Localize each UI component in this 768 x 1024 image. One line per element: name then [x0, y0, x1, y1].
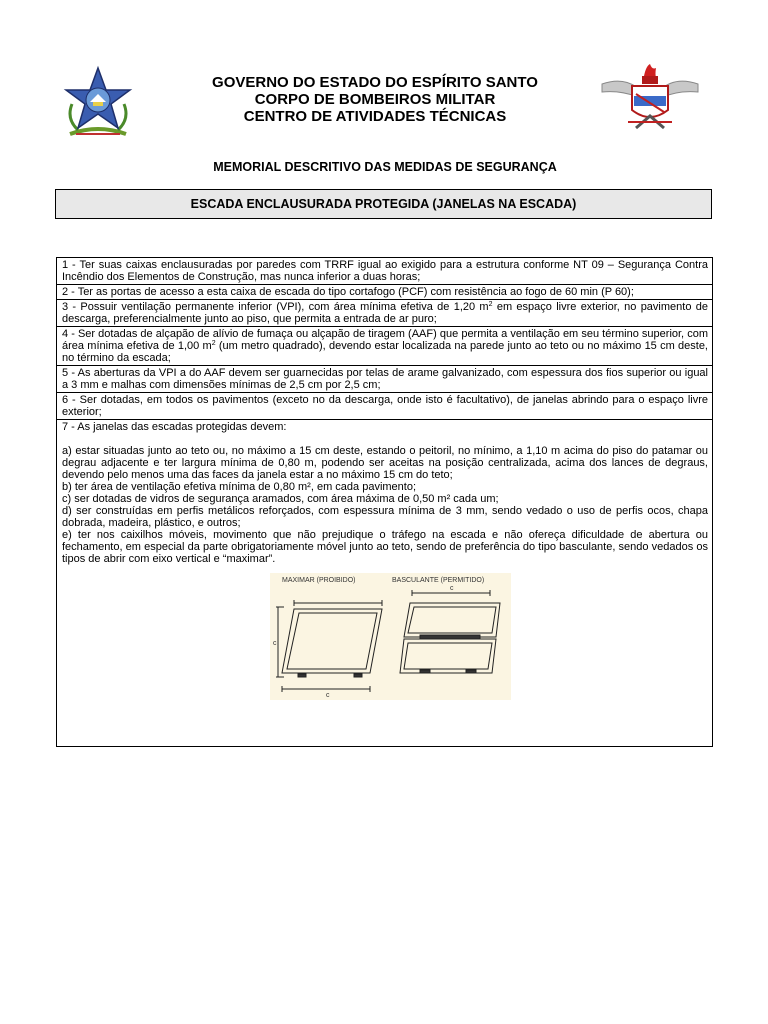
requirement-5-text: 5 - As aberturas da VPI a do AAF devem ser guarnecidas por telas de arame galvanizado, com espessura dos fios superior ou igual a 3 mm e malhas com dimensões mínimas de 2,5 cm por 2,5 cm; — [62, 367, 708, 391]
header-line-government: GOVERNO DO ESTADO DO ESPÍRITO SANTO — [212, 74, 538, 91]
requirement-4-text-a: 4 - Ser dotadas de alçapão de alívio de fumaça ou alçapão de tiragem (AAF) que permita a ventilação em seu término superior, com área mínima efetiva de 1,00 m — [62, 328, 708, 352]
requirement-row-2 — [57, 285, 712, 300]
requirement-7-item-c: c) ser dotadas de vidros de segurança aramados, com área máxima de 0,50 m² cada um; — [62, 493, 499, 505]
fire-brigade-emblem-icon — [600, 62, 700, 134]
requirement-4-text — [62, 328, 708, 364]
memorial-title: MEMORIAL DESCRITIVO DAS MEDIDAS DE SEGURANÇA — [213, 160, 557, 174]
requirements-table — [56, 257, 713, 747]
document-header — [140, 74, 610, 125]
requirement-7-item-b: b) ter área de ventilação efetiva mínima de 0,80 m², em cada pavimento; — [62, 481, 417, 493]
figure-dimension-c-vertical: c — [273, 640, 277, 647]
maximar-window-drawing — [276, 600, 382, 692]
requirement-row-4 — [57, 327, 712, 366]
fire-brigade-emblem-logo — [600, 62, 700, 134]
requirement-row-5 — [57, 366, 712, 393]
basculante-window-drawing — [400, 590, 500, 673]
state-coat-of-arms-icon — [62, 64, 134, 140]
requirement-row-6 — [57, 393, 712, 420]
requirement-3-text — [62, 301, 708, 325]
requirement-7-item-e: e) ter nos caixilhos móveis, movimento que não prejudique o tráfego na escada e não ofereça dificuldade de abertura ou fechamento, em especial da parte obrigatoriamente móvel junto ao teto, sendo de preferência do tipo basculante, sendo vedados os tipos de abrir com eixo vertical e “maximar”. — [62, 529, 708, 565]
requirement-3-text-a: 3 - Possuir ventilação permanente inferior (VPI), com área mínima efetiva de 1,20 m — [62, 301, 489, 313]
requirement-7-item-d: d) ser construídas em perfis metálicos reforçados, com espessura mínima de 3 mm, sendo vedado o uso de perfis ocos, chapa dobrada, madeira, plástico, e outros; — [62, 505, 708, 529]
requirement-3-superscript: 2 — [488, 301, 493, 308]
requirement-row-7 — [57, 420, 712, 701]
section-title-box — [55, 189, 712, 219]
state-coat-of-arms-logo — [62, 64, 134, 140]
header-line-technical-center: CENTRO DE ATIVIDADES TÉCNICAS — [243, 108, 507, 125]
figure-dimension-c-basculante: c — [450, 585, 454, 592]
paragraph-gap — [62, 433, 708, 445]
requirement-2-text: 2 - Ter as portas de acesso a esta caixa de escada do tipo cortafogo (PCF) com resistência ao fogo de 60 min (P 60); — [62, 286, 634, 298]
window-types-drawing — [270, 573, 511, 700]
window-types-figure — [270, 573, 511, 700]
figure-label-basculante: BASCULANTE (PERMITIDO) — [392, 577, 485, 584]
requirement-row-1 — [57, 258, 712, 285]
requirement-4-text-b: (um metro quadrado), devendo estar localizada na parede junto ao teto ou no máximo 15 cm deste, no término da escada; — [62, 340, 708, 364]
requirement-1-text: 1 - Ter suas caixas enclausuradas por paredes com TRRF igual ao exigido para a estrutura conforme NT 09 – Segurança Contra Incêndio dos Elementos de Construção, mas nunca inferior a duas horas; — [62, 259, 708, 283]
figure-dimension-c-horizontal: c — [326, 692, 330, 699]
requirement-3-text-b: em espaço livre exterior, no pavimento de descarga, preferencialmente junto ao piso, que permita a entrada de ar puro; — [62, 301, 708, 325]
requirement-7-item-a: a) estar situadas junto ao teto ou, no máximo a 15 cm deste, estando o peitoril, no mínimo, a 1,10 m acima do piso do patamar ou degrau adjacente e ter largura mínima de 0,80 m, podendo ser aceitas na posição centralizada, acima dos lances de degraus, devendo pelo menos uma das faces da janela estar a no máximo 15 cm do teto; — [62, 445, 708, 481]
section-title: ESCADA ENCLAUSURADA PROTEGIDA (JANELAS NA ESCADA) — [190, 197, 577, 211]
requirement-row-3 — [57, 300, 712, 327]
requirement-4-superscript: 2 — [211, 340, 216, 347]
requirement-7-intro: 7 - As janelas das escadas protegidas devem: — [62, 421, 287, 433]
header-line-fire-brigade: CORPO DE BOMBEIROS MILITAR — [254, 91, 496, 108]
requirement-6-text: 6 - Ser dotadas, em todos os pavimentos (exceto no da descarga, onde isto é facultativo), de janelas abrindo para o espaço livre exterior; — [62, 394, 708, 418]
figure-label-maximar: MAXIMAR (PROIBIDO) — [282, 577, 356, 584]
